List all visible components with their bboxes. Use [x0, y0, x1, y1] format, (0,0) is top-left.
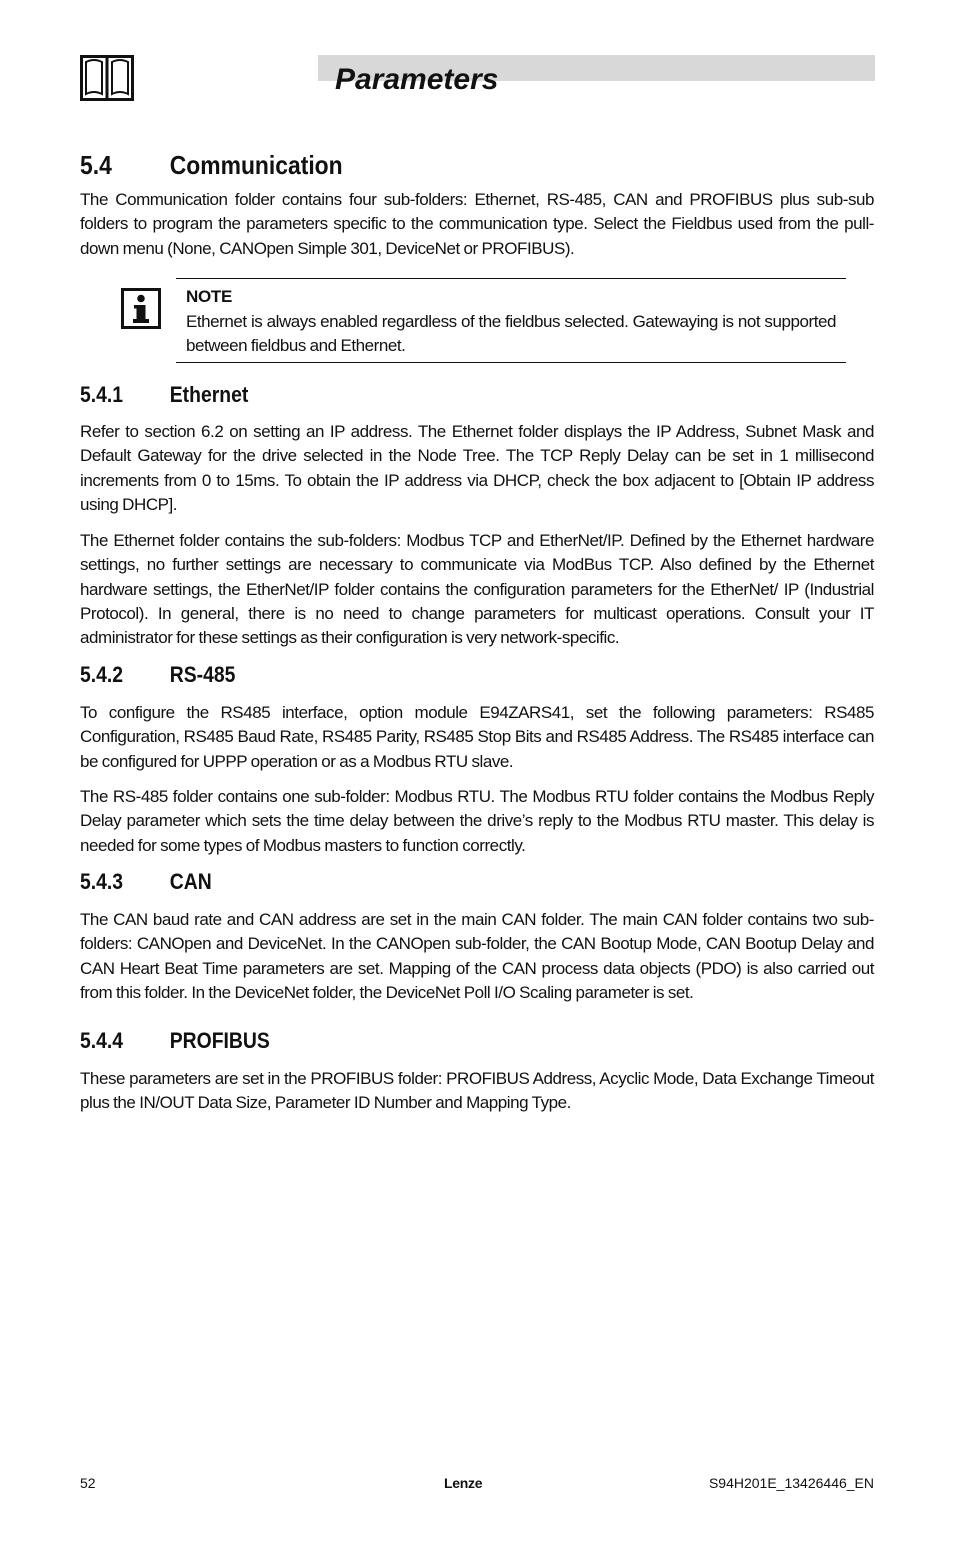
paragraph: The CAN baud rate and CAN address are set in the main CAN folder. The main CAN folder contains two sub-folders: CANOpen and DeviceNet. In the CANOpen sub-folder, the CAN Bootup Mode, CAN Bootup Delay and CAN Heart Beat Time parameters are set. Mapping of the CAN process data objects (PDO) is also carried out from this folder. In the DeviceNet folder, the DeviceNet Poll I/O Scaling parameter is set.: [80, 910, 874, 1002]
subsection-number: 5.4.4: [80, 1028, 124, 1053]
subsection-title: Ethernet: [169, 382, 249, 407]
section-intro: The Communication folder contains four sub-folders: Ethernet, RS-485, CAN and PROFIBUS plus sub-sub folders to program the parameters specific to the communication type. Select the Fieldbus used from the pull-down menu (None, CANOpen Simple 301, DeviceNet or PROFIBUS).: [80, 190, 874, 258]
note-bottom-rule: [176, 362, 846, 363]
subsection-number: 5.4.1: [80, 382, 124, 407]
paragraph: Refer to section 6.2 on setting an IP address. The Ethernet folder displays the IP Address, Subnet Mask and Default Gateway for the drive selected in the Node Tree. The TCP Reply Delay can be set in 1 millisecond increments from 0 to 15ms. To obtain the IP address via DHCP, check the box adjacent to [Obtain IP address using DHCP].: [80, 422, 874, 514]
page-number: 52: [80, 1475, 96, 1491]
subsection-heading: [80, 661, 779, 689]
subsection-number: 5.4.2: [80, 662, 124, 687]
subsection-number: 5.4.3: [80, 869, 124, 894]
section-heading: [80, 149, 779, 181]
book-icon: [80, 55, 134, 101]
subsection-title: CAN: [169, 869, 212, 894]
subsection-heading: [80, 1027, 779, 1055]
brand-logo: Lenze: [444, 1475, 483, 1491]
subsection-title: RS-485: [169, 662, 236, 687]
section-title: Communication: [169, 150, 343, 180]
document-id: S94H201E_13426446_EN: [708, 1475, 874, 1491]
subsection-heading: [80, 381, 779, 409]
note-top-rule: [176, 278, 846, 279]
paragraph: The RS-485 folder contains one sub-folder: Modbus RTU. The Modbus RTU folder contains the Modbus Reply Delay parameter which sets the time delay between the drive’s reply to the Modbus RTU master. This delay is needed for some types of Modbus masters to function correctly.: [80, 787, 874, 855]
info-icon: [121, 288, 161, 329]
note-label: NOTE: [186, 287, 233, 306]
paragraph: To configure the RS485 interface, option module E94ZARS41, set the following parameters: RS485 Configuration, RS485 Baud Rate, RS485 Parity, RS485 Stop Bits and RS485 Address. The RS485 interface can be configured for UPPP operation or as a Modbus RTU slave.: [80, 703, 874, 771]
note-text: Ethernet is always enabled regardless of the fieldbus selected. Gatewaying is not supported between fieldbus and Ethernet.: [186, 312, 836, 356]
section-number: 5.4: [80, 150, 112, 180]
subsection-heading: [80, 868, 779, 896]
paragraph: These parameters are set in the PROFIBUS folder: PROFIBUS Address, Acyclic Mode, Data Exchange Timeout plus the IN/OUT Data Size, Parameter ID Number and Mapping Type.: [80, 1069, 874, 1113]
subsection-title: PROFIBUS: [169, 1028, 270, 1053]
paragraph: The Ethernet folder contains the sub-folders: Modbus TCP and EtherNet/IP. Defined by the Ethernet hardware settings, no further settings are necessary to communicate via ModBus TCP. Also defined by the Ethernet hardware settings, the EtherNet/IP folder contains the configuration parameters for the EtherNet/ IP (Industrial Protocol). In general, there is no need to change parameters for multicast operations. Consult your IT administrator for these settings as their configuration is very network-specific.: [80, 531, 874, 648]
page-header-title: Parameters: [335, 63, 499, 96]
